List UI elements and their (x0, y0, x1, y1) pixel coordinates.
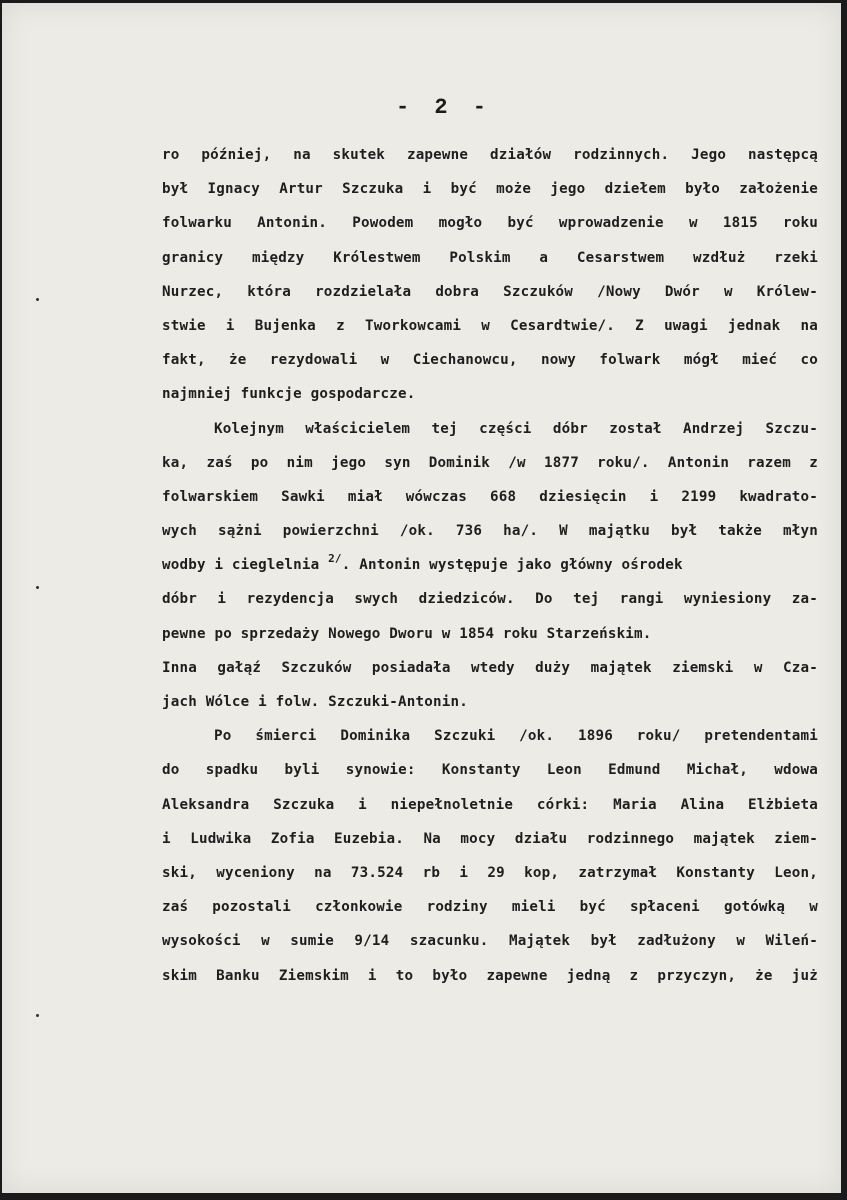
page-number: - 2 - (395, 95, 492, 120)
text-line: Inna gałąź Szczuków posiadała wtedy duży majątek ziemski w Cza- (162, 659, 818, 676)
text-line: granicy między Królestwem Polskim a Cesarstwem wzdłuż rzeki (162, 249, 818, 266)
text-line: Kolejnym właścicielem tej części dóbr został Andrzej Szczu- (214, 420, 818, 437)
text-line: najmniej funkcje gospodarcze. (162, 386, 416, 403)
text-line: i Ludwika Zofia Euzebia. Na mocy działu rodzinnego majątek ziem- (162, 830, 818, 847)
text-line: jach Wólce i folw. Szczuki-Antonin. (162, 694, 468, 710)
text-line: Po śmierci Dominika Szczuki /ok. 1896 roku/ pretendentami (214, 728, 818, 745)
text-line: wych sążni powierzchni /ok. 736 ha/. W majątku był także młyn (162, 523, 818, 540)
text-line: zaś pozostali członkowie rodziny mieli być spłaceni gotówką w (162, 899, 818, 916)
text-segment: wodby i cieglelnia (162, 557, 320, 574)
text-line: stwie i Bujenka z Tworkowcami w Cesardtwie/. Z uwagi jednak na (162, 317, 818, 334)
document-page (2, 3, 841, 1193)
text-line-with-footnote (162, 548, 818, 582)
text-line: fakt, że rezydowali w Ciechanowcu, nowy folwark mógł mieć co (162, 352, 818, 369)
text-segment: . Antonin występuje jako główny ośrodek (341, 557, 683, 574)
text-line: ro później, na skutek zapewne działów rodzinnych. Jego następcą (162, 147, 818, 163)
text-line: ski, wyceniony na 73.524 rb i 29 kop, zatrzymał Konstanty Leon, (162, 864, 818, 881)
text-line: do spadku byli synowie: Konstanty Leon Edmund Michał, wdowa (162, 762, 818, 779)
text-line: Aleksandra Szczuka i niepełnoletnie córki: Maria Alina Elżbieta (162, 796, 818, 813)
margin-mark-middle (36, 586, 39, 589)
text-line: folwarskiem Sawki miał wówczas 668 dziesięcin i 2199 kwadrato- (162, 488, 818, 505)
text-line: ka, zaś po nim jego syn Dominik /w 1877 roku/. Antonin razem z (162, 454, 818, 471)
text-line: skim Banku Ziemskim i to było zapewne jedną z przyczyn, że już (162, 967, 818, 984)
text-line: wysokości w sumie 9/14 szacunku. Majątek był zadłużony w Wileń- (162, 933, 818, 950)
text-line: Nurzec, która rozdzielała dobra Szczuków /Nowy Dwór w Królew- (162, 283, 818, 300)
footnote-reference: 2/ (328, 552, 342, 566)
text-line: dóbr i rezydencja swych dziedziców. Do tej rangi wyniesiony za- (162, 591, 818, 608)
text-line: pewne po sprzedaży Nowego Dworu w 1854 roku Starzeńskim. (162, 625, 652, 642)
margin-mark-bottom (36, 1014, 39, 1017)
text-line: folwarku Antonin. Powodem mogło być wprowadzenie w 1815 roku (162, 215, 818, 232)
text-line: był Ignacy Artur Szczuka i być może jego dziełem było założenie (162, 181, 818, 198)
body-text (162, 138, 818, 993)
margin-mark-top (36, 298, 39, 301)
